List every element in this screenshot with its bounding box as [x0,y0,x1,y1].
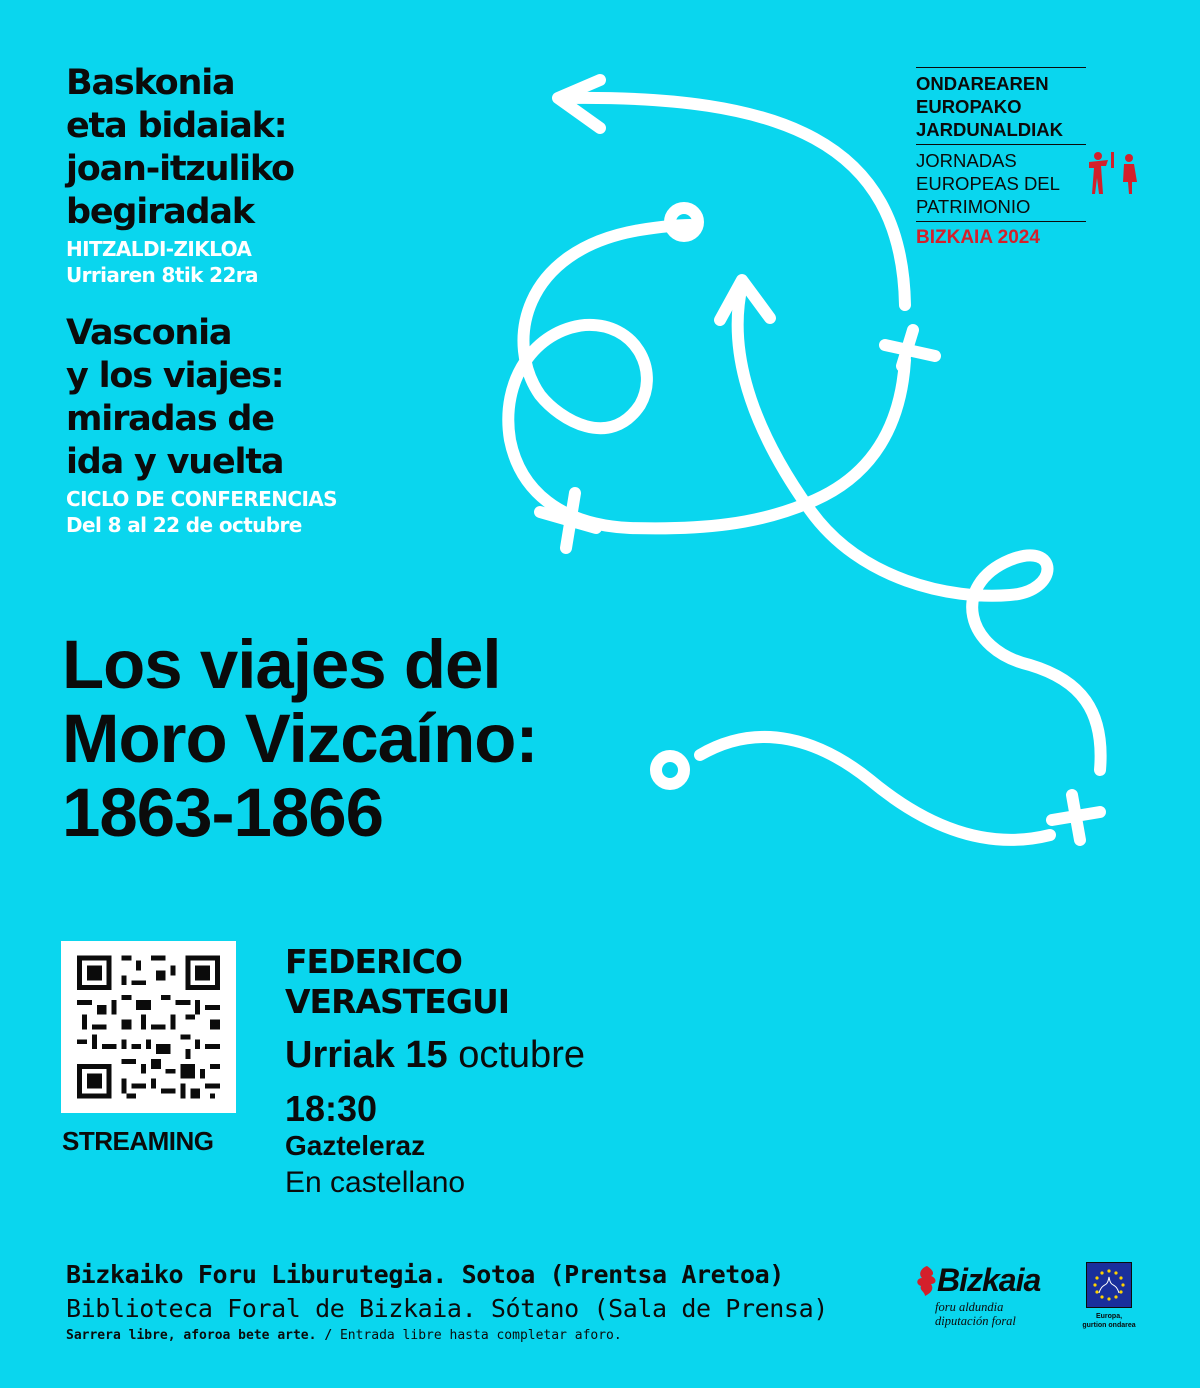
spanish-title-line: ida y vuelta [66,442,284,482]
divider [916,144,1086,145]
basque-cycle-block [66,62,294,288]
people-figures-icon [1084,150,1142,198]
basque-cycle-label: HITZALDI-ZIKLOA [66,237,252,261]
talk-title [62,628,537,850]
qr-code[interactable] [61,941,236,1113]
talk-language-basque: Gazteleraz [285,1130,426,1161]
speaker-name [285,942,509,1022]
basque-cycle-dates: Urriaren 8tik 22ra [66,263,258,287]
spanish-cycle-dates: Del 8 al 22 de octubre [66,513,302,537]
access-spanish: Entrada libre hasta completar aforo. [339,1328,622,1343]
basque-title-line: Baskonia [66,63,235,103]
path-top-arc [565,98,905,305]
eu-flag-icon [1086,1262,1132,1308]
basque-title-line: joan-itzuliko [66,149,294,189]
spanish-cycle-block [66,312,337,538]
heritage-basque-line: EUROPAKO [916,96,1022,117]
spanish-title-line: y los viajes: [66,356,284,396]
heritage-region: BIZKAIA 2024 [916,227,1040,248]
talk-time: 18:30 [285,1088,378,1129]
path-bottom-wave [700,737,1050,840]
cross-mark-bottom [1052,795,1100,840]
venue-block [66,1258,828,1326]
access-note [66,1328,622,1343]
heritage-days-block [916,64,1086,249]
eu-caption [1070,1312,1148,1330]
access-separator: / [324,1328,333,1343]
heritage-spanish-line: EUROPEAS DEL [916,173,1060,194]
heritage-basque-line: ONDAREAREN [916,73,1049,94]
arrowhead-left [558,80,600,128]
access-basque: Sarrera libre, aforoa bete arte. [66,1328,317,1343]
divider [916,221,1086,222]
eu-caption-line: gurtion ondarea [1082,1322,1136,1329]
basque-title-line: begiradak [66,192,254,232]
bizkaia-logo [915,1262,1055,1332]
spanish-cycle-label: CICLO DE CONFERENCIAS [66,487,337,511]
venue-spanish: Biblioteca Foral de Bizkaia. Sótano (Sala de Prensa) [66,1294,828,1323]
speaker-name-line: FEDERICO [285,942,462,981]
talk-date-basque: Urriak 15 [285,1034,448,1076]
bizkaia-sub2: diputación foral [935,1314,1016,1328]
heritage-spanish-line: PATRIMONIO [916,196,1031,217]
qr-code-icon [61,941,236,1113]
basque-title-line: eta bidaiak: [66,106,287,146]
streaming-label: STREAMING [62,1126,214,1156]
basque-cycle-title [66,62,294,234]
bizkaia-sub1: foru aldundia [935,1300,1004,1314]
spanish-title-line: miradas de [66,399,274,439]
talk-date [285,1034,585,1077]
spanish-title-line: Vasconia [66,313,232,353]
spanish-cycle-title [66,312,337,484]
talk-title-line: Los viajes del [62,626,501,703]
divider [916,67,1086,68]
talk-language-spanish: En castellano [285,1166,466,1199]
path-right-loop [508,225,905,528]
speaker-name-line: VERASTEGUI [285,982,510,1021]
waypoint-circle-bottom [656,756,684,784]
eu-stars-icon [1087,1263,1131,1307]
talk-title-line: Moro Vizcaíno: [62,700,538,777]
heritage-spanish-line: JORNADAS [916,150,1017,171]
bizkaia-name: Bizkaia [937,1262,1041,1298]
heritage-basque-line: JARDUNALDIAK [916,119,1063,140]
talk-title-line: 1863-1866 [62,774,383,851]
oak-leaf-icon [915,1266,939,1296]
eu-caption-line: Europa, [1095,1313,1123,1320]
talk-date-spanish: octubre [458,1034,585,1076]
venue-basque: Bizkaiko Foru Liburutegia. Sotoa (Prentsa Aretoa) [66,1260,784,1289]
